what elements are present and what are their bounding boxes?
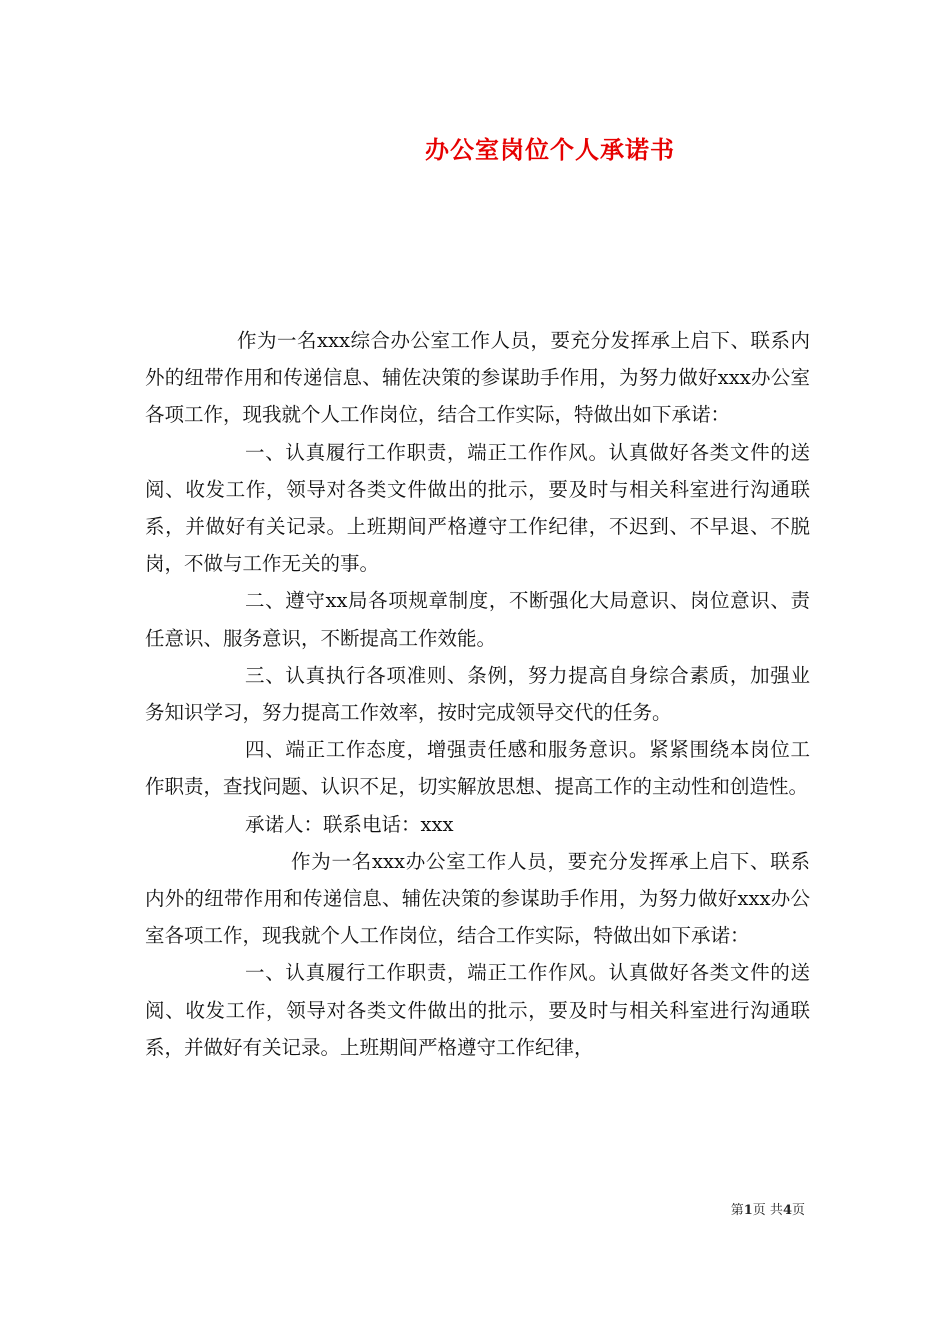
footer-total-pages: 4	[782, 1203, 792, 1218]
paragraph-item-3: 三、认真执行各项准则、条例，努力提高自身综合素质，加强业务知识学习，努力提高工作效率，按时完成领导交代的任务。	[145, 663, 810, 725]
document-body	[145, 322, 810, 1066]
paragraph-item-2: 二、遵守xx局各项规章制度，不断强化大局意识、岗位意识、责任意识、服务意识，不断提高工作效能。	[145, 589, 810, 650]
paragraph-intro: 作为一名xxx综合办公室工作人员，要充分发挥承上启下、联系内外的纽带作用和传递信息、辅佐决策的参谋助手作用，为努力做好xxx办公室各项工作，现我就个人工作岗位，结合工作实际，特做出如下承诺：	[145, 329, 810, 427]
footer-suffix: 页	[791, 1203, 805, 1218]
paragraph-intro-repeat: 作为一名xxx办公室工作人员，要充分发挥承上启下、联系内外的纽带作用和传递信息、辅佐决策的参谋助手作用，为努力做好xxx办公室各项工作，现我就个人工作岗位，结合工作实际，特做出如下承诺：	[145, 849, 810, 948]
footer-page-number: 1	[743, 1203, 753, 1218]
paragraph-item-1: 一、认真履行工作职责，端正工作作风。认真做好各类文件的送阅、收发工作，领导对各类文件做出的批示，要及时与相关科室进行沟通联系，并做好有关记录。上班期间严格遵守工作纪律，不迟到、不早退、不脱岗，不做与工作无关的事。	[145, 440, 810, 576]
footer-middle: 页 共	[752, 1203, 783, 1218]
page-footer	[731, 1202, 805, 1220]
paragraph-item-1-repeat: 一、认真履行工作职责，端正工作作风。认真做好各类文件的送阅、收发工作，领导对各类文件做出的批示，要及时与相关科室进行沟通联系，并做好有关记录。上班期间严格遵守工作纪律，	[145, 961, 810, 1059]
document-title: 办公室岗位个人承诺书	[425, 135, 675, 164]
paragraph-item-4: 四、端正工作态度，增强责任感和服务意识。紧紧围绕本岗位工作职责，查找问题、认识不足，切实解放思想、提高工作的主动性和创造性。	[145, 738, 810, 799]
footer-prefix: 第	[730, 1203, 744, 1218]
signature-line: 承诺人：联系电话：xxx	[245, 812, 454, 836]
